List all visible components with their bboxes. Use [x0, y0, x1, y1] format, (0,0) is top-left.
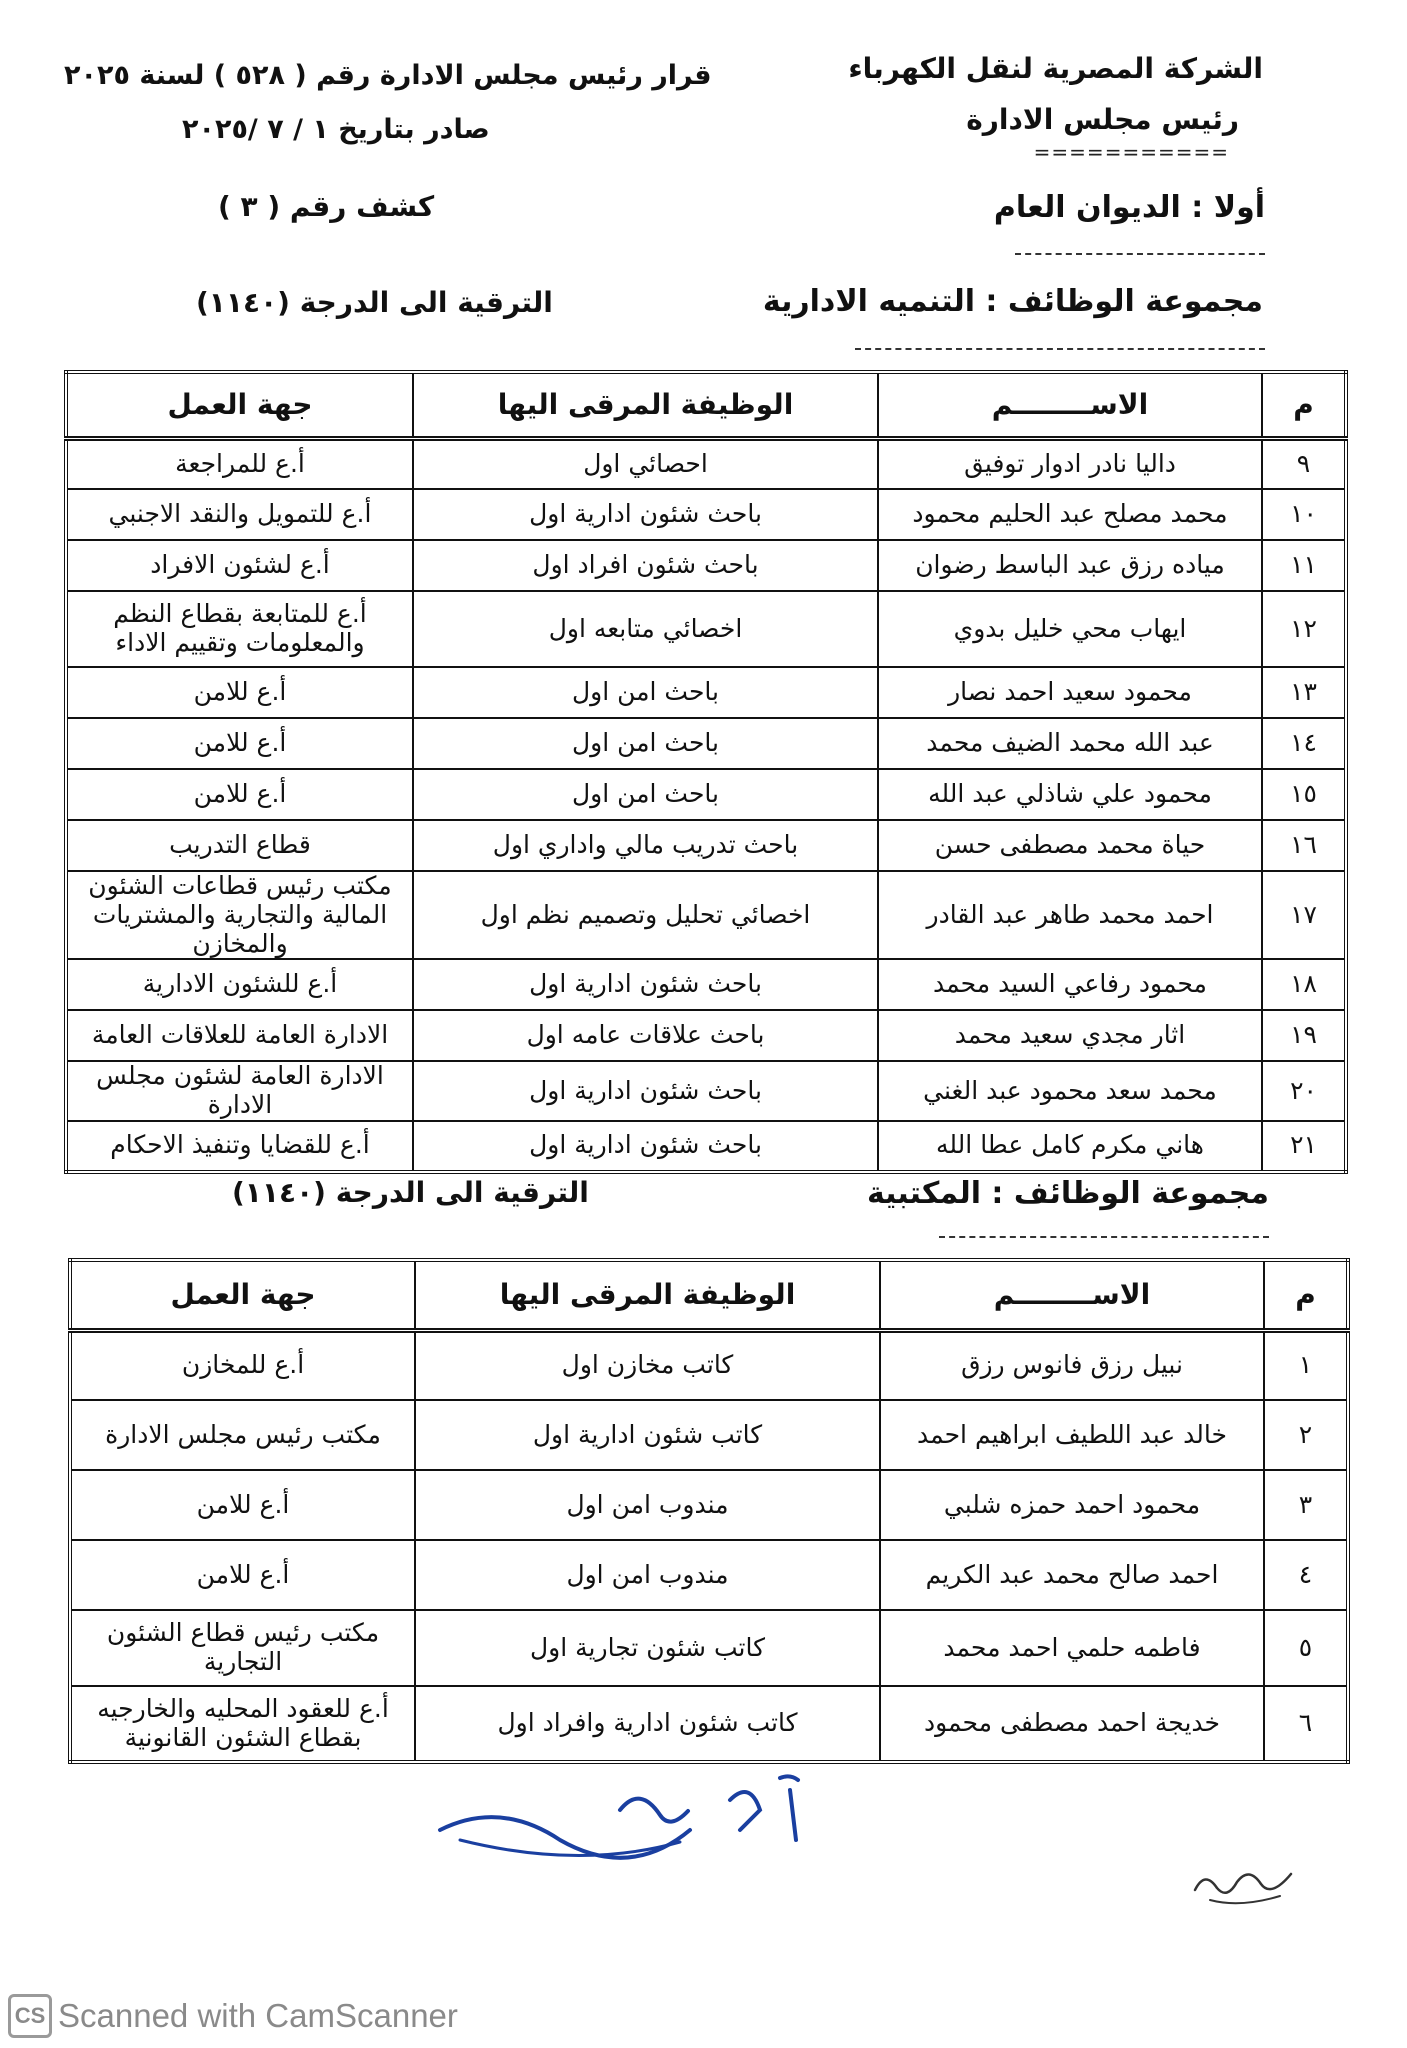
- row-number: ١٠: [1262, 489, 1346, 540]
- row-number: ١: [1264, 1330, 1348, 1400]
- department: أ.ع للامن: [70, 1470, 415, 1540]
- department: أ.ع للشئون الادارية: [66, 959, 413, 1010]
- reviewer-signature: [1190, 1860, 1300, 1910]
- signature-scribble: [430, 1770, 820, 1890]
- row-number: ٢١: [1262, 1121, 1346, 1172]
- table1-header-row: [66, 372, 1346, 438]
- table-row: [70, 1400, 1348, 1470]
- table-row: [66, 718, 1346, 769]
- department: مكتب رئيس قطاع الشئون التجارية: [70, 1610, 415, 1686]
- row-number: ١١: [1262, 540, 1346, 591]
- row-number: ١٢: [1262, 591, 1346, 667]
- table-row: [66, 769, 1346, 820]
- row-number: ٢٠: [1262, 1061, 1346, 1121]
- department: أ.ع للامن: [66, 667, 413, 718]
- job-title: باحث شئون ادارية اول: [413, 1061, 878, 1121]
- row-number: ١٩: [1262, 1010, 1346, 1061]
- table-row: [66, 438, 1346, 489]
- row-number: ١٥: [1262, 769, 1346, 820]
- job-title: مندوب امن اول: [415, 1470, 880, 1540]
- sheet-number: كشف رقم ( ٣ ): [218, 190, 435, 223]
- employee-name: نبيل رزق فانوس رزق: [880, 1330, 1264, 1400]
- department: أ.ع للعقود المحليه والخارجيه بقطاع الشئون القانونية: [70, 1686, 415, 1762]
- table-row: [66, 667, 1346, 718]
- department: أ.ع للامن: [66, 769, 413, 820]
- row-number: ١٦: [1262, 820, 1346, 871]
- table-row: [66, 1121, 1346, 1172]
- chairman-title: رئيس مجلس الادارة: [966, 103, 1239, 136]
- col-name: الاســــــــم: [880, 1260, 1264, 1330]
- col-department: جهة العمل: [70, 1260, 415, 1330]
- group2-dashes: [939, 1236, 1269, 1238]
- job-title: باحث امن اول: [413, 769, 878, 820]
- job-title: كاتب شئون تجارية اول: [415, 1610, 880, 1686]
- table-row: [66, 820, 1346, 871]
- row-number: ٩: [1262, 438, 1346, 489]
- employee-name: احمد محمد طاهر عبد القادر: [878, 871, 1262, 959]
- col-number: م: [1264, 1260, 1348, 1330]
- employee-name: حياة محمد مصطفى حسن: [878, 820, 1262, 871]
- department: مكتب رئيس مجلس الادارة: [70, 1400, 415, 1470]
- employee-name: فاطمه حلمي احمد محمد: [880, 1610, 1264, 1686]
- table-row: [70, 1470, 1348, 1540]
- header-underline: ===========: [1033, 140, 1229, 164]
- row-number: ٥: [1264, 1610, 1348, 1686]
- company-name: الشركة المصرية لنقل الكهرباء: [848, 52, 1263, 85]
- employee-name: محمود علي شاذلي عبد الله: [878, 769, 1262, 820]
- camscanner-logo-icon: CS: [8, 1994, 52, 2038]
- employee-name: اثار مجدي سعيد محمد: [878, 1010, 1262, 1061]
- table-row: [70, 1610, 1348, 1686]
- table-row: [66, 1061, 1346, 1121]
- department: الادارة العامة للعلاقات العامة: [66, 1010, 413, 1061]
- department: مكتب رئيس قطاعات الشئون المالية والتجارية والمشتريات والمخازن: [66, 871, 413, 959]
- job-title: باحث شئون ادارية اول: [413, 959, 878, 1010]
- promotion-table-1: [64, 370, 1348, 1174]
- row-number: ١٣: [1262, 667, 1346, 718]
- job-title: احصائي اول: [413, 438, 878, 489]
- job-title: باحث علاقات عامه اول: [413, 1010, 878, 1061]
- department: أ.ع للمتابعة بقطاع النظم والمعلومات وتقييم الاداء: [66, 591, 413, 667]
- department: أ.ع للامن: [66, 718, 413, 769]
- row-number: ٢: [1264, 1400, 1348, 1470]
- employee-name: محمد سعد محمود عبد الغني: [878, 1061, 1262, 1121]
- employee-name: ايهاب محي خليل بدوي: [878, 591, 1262, 667]
- employee-name: هاني مكرم كامل عطا الله: [878, 1121, 1262, 1172]
- department: الادارة العامة لشئون مجلس الادارة: [66, 1061, 413, 1121]
- col-department: جهة العمل: [66, 372, 413, 438]
- job-title: اخصائي تحليل وتصميم نظم اول: [413, 871, 878, 959]
- row-number: ١٤: [1262, 718, 1346, 769]
- col-number: م: [1262, 372, 1346, 438]
- employee-name: محمد مصلح عبد الحليم محمود: [878, 489, 1262, 540]
- job-title: كاتب شئون ادارية اول: [415, 1400, 880, 1470]
- row-number: ١٧: [1262, 871, 1346, 959]
- employee-name: مياده رزق عبد الباسط رضوان: [878, 540, 1262, 591]
- group2-title: مجموعة الوظائف : المكتبية: [866, 1176, 1269, 1211]
- job-title: باحث امن اول: [413, 718, 878, 769]
- row-number: ٣: [1264, 1470, 1348, 1540]
- section-title: أولا : الديوان العام: [993, 190, 1265, 225]
- group1-promotion: الترقية الى الدرجة (١١٤٠): [196, 286, 553, 319]
- table-row: [70, 1686, 1348, 1762]
- job-title: كاتب مخازن اول: [415, 1330, 880, 1400]
- department: قطاع التدريب: [66, 820, 413, 871]
- employee-name: داليا نادر ادوار توفيق: [878, 438, 1262, 489]
- col-name: الاســــــــم: [878, 372, 1262, 438]
- camscanner-watermark: [8, 1994, 458, 2038]
- employee-name: محمود سعيد احمد نصار: [878, 667, 1262, 718]
- job-title: باحث شئون ادارية اول: [413, 489, 878, 540]
- section-dashes: [1015, 253, 1265, 255]
- table-row: [66, 959, 1346, 1010]
- job-title: باحث شئون ادارية اول: [413, 1121, 878, 1172]
- promotion-table-2: [68, 1258, 1350, 1764]
- department: أ.ع للمراجعة: [66, 438, 413, 489]
- issue-date: صادر بتاريخ ١ / ٧ /٢٠٢٥: [182, 114, 490, 145]
- col-job: الوظيفة المرقى اليها: [415, 1260, 880, 1330]
- job-title: مندوب امن اول: [415, 1540, 880, 1610]
- group1-dashes: [855, 348, 1265, 350]
- department: أ.ع للتمويل والنقد الاجنبي: [66, 489, 413, 540]
- table2-header-row: [70, 1260, 1348, 1330]
- row-number: ٦: [1264, 1686, 1348, 1762]
- department: أ.ع للامن: [70, 1540, 415, 1610]
- job-title: اخصائي متابعه اول: [413, 591, 878, 667]
- table-row: [66, 591, 1346, 667]
- col-job: الوظيفة المرقى اليها: [413, 372, 878, 438]
- decision-number: قرار رئيس مجلس الادارة رقم ( ٥٢٨ ) لسنة ٢٠٢٥: [64, 60, 712, 91]
- department: أ.ع للمخازن: [70, 1330, 415, 1400]
- employee-name: محمود رفاعي السيد محمد: [878, 959, 1262, 1010]
- department: أ.ع للقضايا وتنفيذ الاحكام: [66, 1121, 413, 1172]
- camscanner-text: Scanned with CamScanner: [58, 1997, 458, 2034]
- job-title: باحث تدريب مالي واداري اول: [413, 820, 878, 871]
- table-row: [70, 1540, 1348, 1610]
- job-title: كاتب شئون ادارية وافراد اول: [415, 1686, 880, 1762]
- table-row: [66, 489, 1346, 540]
- job-title: باحث شئون افراد اول: [413, 540, 878, 591]
- employee-name: عبد الله محمد الضيف محمد: [878, 718, 1262, 769]
- group1-title: مجموعة الوظائف : التنميه الادارية: [762, 284, 1263, 319]
- table-row: [66, 1010, 1346, 1061]
- group2-promotion: الترقية الى الدرجة (١١٤٠): [232, 1176, 589, 1209]
- department: أ.ع لشئون الافراد: [66, 540, 413, 591]
- row-number: ١٨: [1262, 959, 1346, 1010]
- table-row: [70, 1330, 1348, 1400]
- job-title: باحث امن اول: [413, 667, 878, 718]
- employee-name: خديجة احمد مصطفى محمود: [880, 1686, 1264, 1762]
- table-row: [66, 871, 1346, 959]
- employee-name: خالد عبد اللطيف ابراهيم احمد: [880, 1400, 1264, 1470]
- row-number: ٤: [1264, 1540, 1348, 1610]
- employee-name: احمد صالح محمد عبد الكريم: [880, 1540, 1264, 1610]
- table-row: [66, 540, 1346, 591]
- employee-name: محمود احمد حمزه شلبي: [880, 1470, 1264, 1540]
